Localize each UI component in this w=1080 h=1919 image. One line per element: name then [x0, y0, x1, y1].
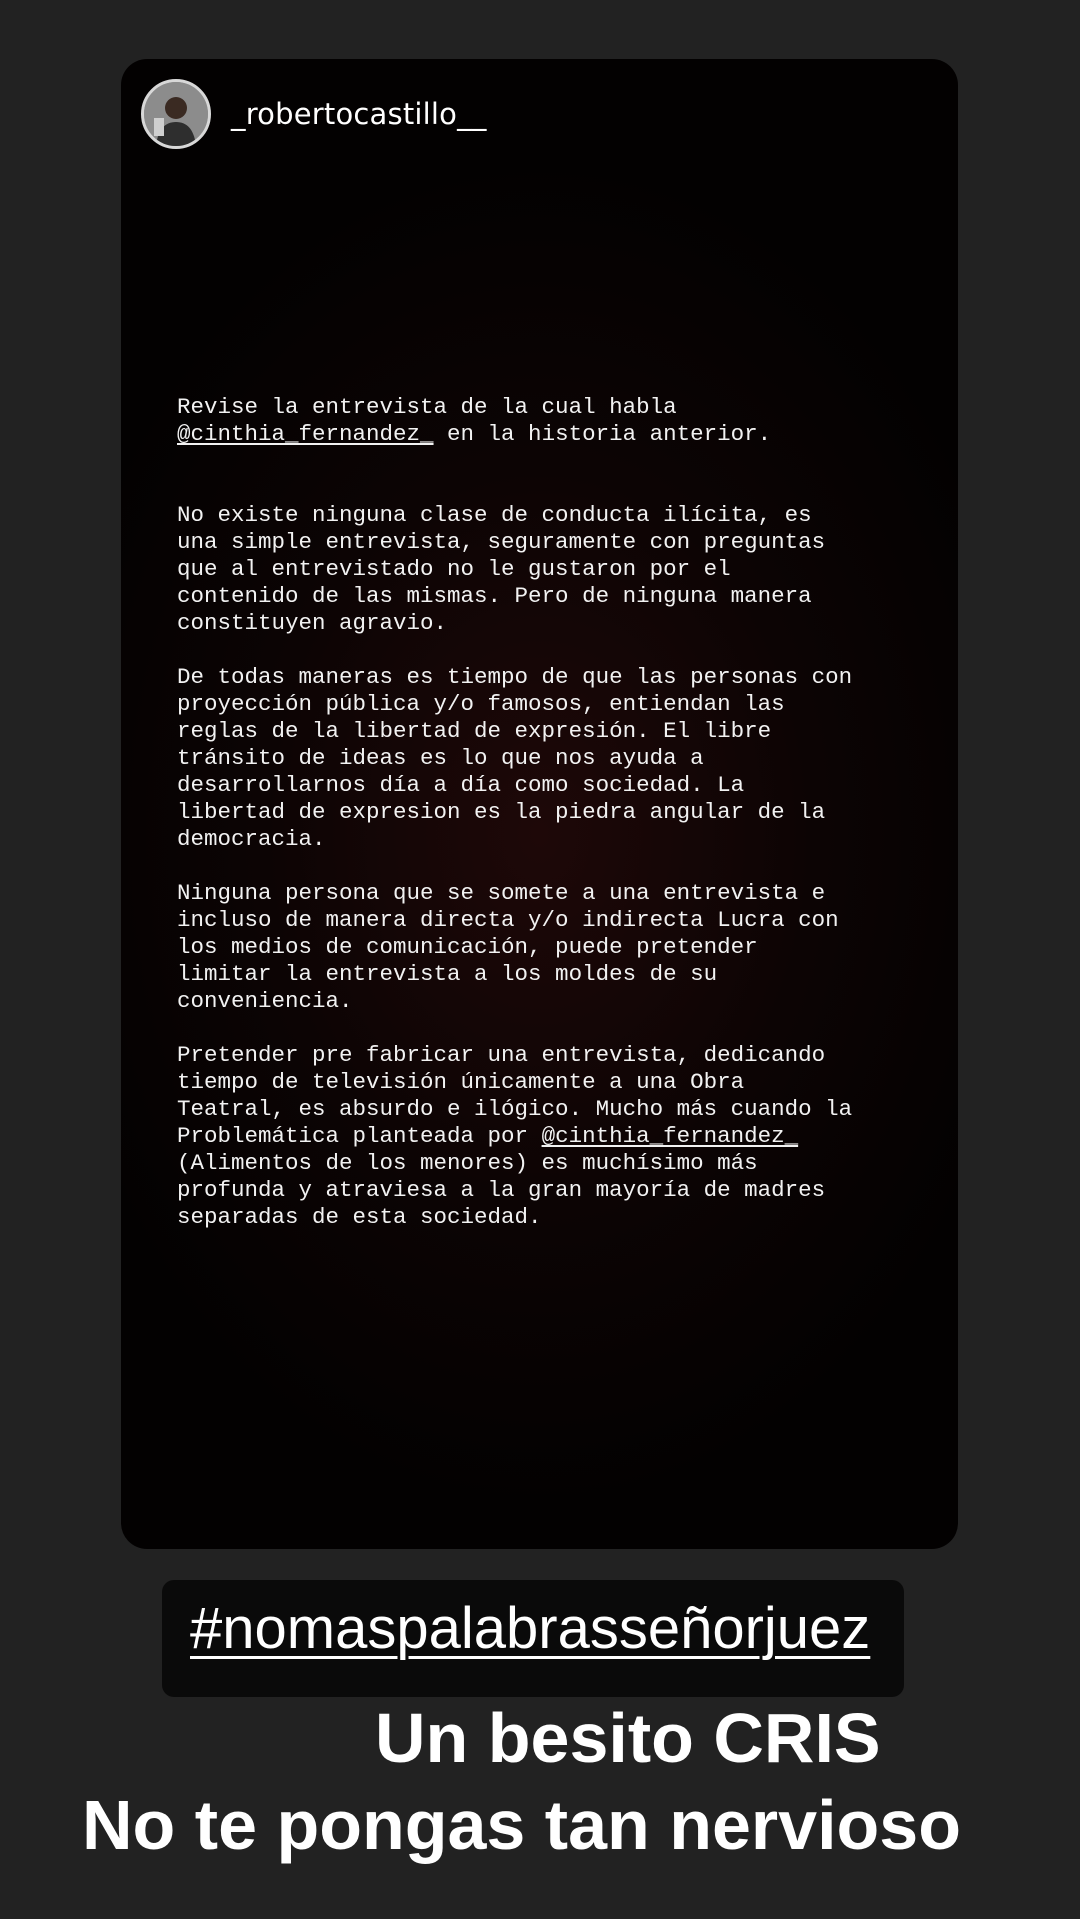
- paragraph-text: Pretender pre fabricar una entrevista, dedicando tiempo de televisión únicamente a una Obra Teatral, es absurdo e ilógico. Mucho más cuando la Problemática planteada por: [177, 1042, 853, 1149]
- paragraph-text: (Alimentos de los menores) es muchísimo más profunda y atraviesa a la gran mayoría de madres separadas de esta sociedad.: [177, 1150, 826, 1230]
- mention-link[interactable]: @cinthia_fernandez_: [177, 421, 434, 447]
- paragraph-text: No existe ninguna clase de conducta ilícita, es una simple entrevista, seguramente con preguntas que al entrevistado no le gustaron por el contenido de las mismas. Pero de ninguna manera constituyen agravio.: [177, 502, 826, 636]
- caption-line-2: No te pongas tan nervioso: [82, 1786, 961, 1864]
- paragraph-text: De todas maneras es tiempo de que las personas con proyección pública y/o famosos, entiendan las reglas de la libertad de expresión. El libre tránsito de ideas es lo que nos ayuda a desarrollarnos día a día como sociedad. La libertad de expresion es la piedra angular de la democracia.: [177, 664, 853, 852]
- caption-line-1: Un besito CRIS: [375, 1699, 881, 1777]
- story-paragraph: [177, 394, 917, 448]
- mention-link[interactable]: @cinthia_fernandez_: [541, 1123, 799, 1149]
- story-card[interactable]: [121, 59, 958, 1549]
- avatar-silhouette-icon: [144, 82, 208, 146]
- hashtag-sticker[interactable]: [162, 1580, 904, 1697]
- story-text-body: [177, 394, 917, 1258]
- story-header: [141, 79, 487, 149]
- hashtag-text[interactable]: #nomaspalabrasseñorjuez: [190, 1596, 871, 1661]
- paragraph-text: Ninguna persona que se somete a una entrevista e incluso de manera directa y/o indirecta Lucra con los medios de comunicación, puede pretender limitar la entrevista a los moldes de su conveniencia.: [177, 880, 839, 1014]
- story-paragraph: [177, 880, 917, 1015]
- story-username[interactable]: _robertocastillo__: [231, 97, 487, 131]
- story-paragraph: [177, 1042, 917, 1231]
- story-paragraph: [177, 664, 917, 853]
- user-avatar-icon[interactable]: [141, 79, 211, 149]
- story-paragraph: [177, 502, 917, 637]
- paragraph-text: Revise la entrevista de la cual habla: [177, 394, 677, 420]
- paragraph-text: en la historia anterior.: [433, 421, 772, 447]
